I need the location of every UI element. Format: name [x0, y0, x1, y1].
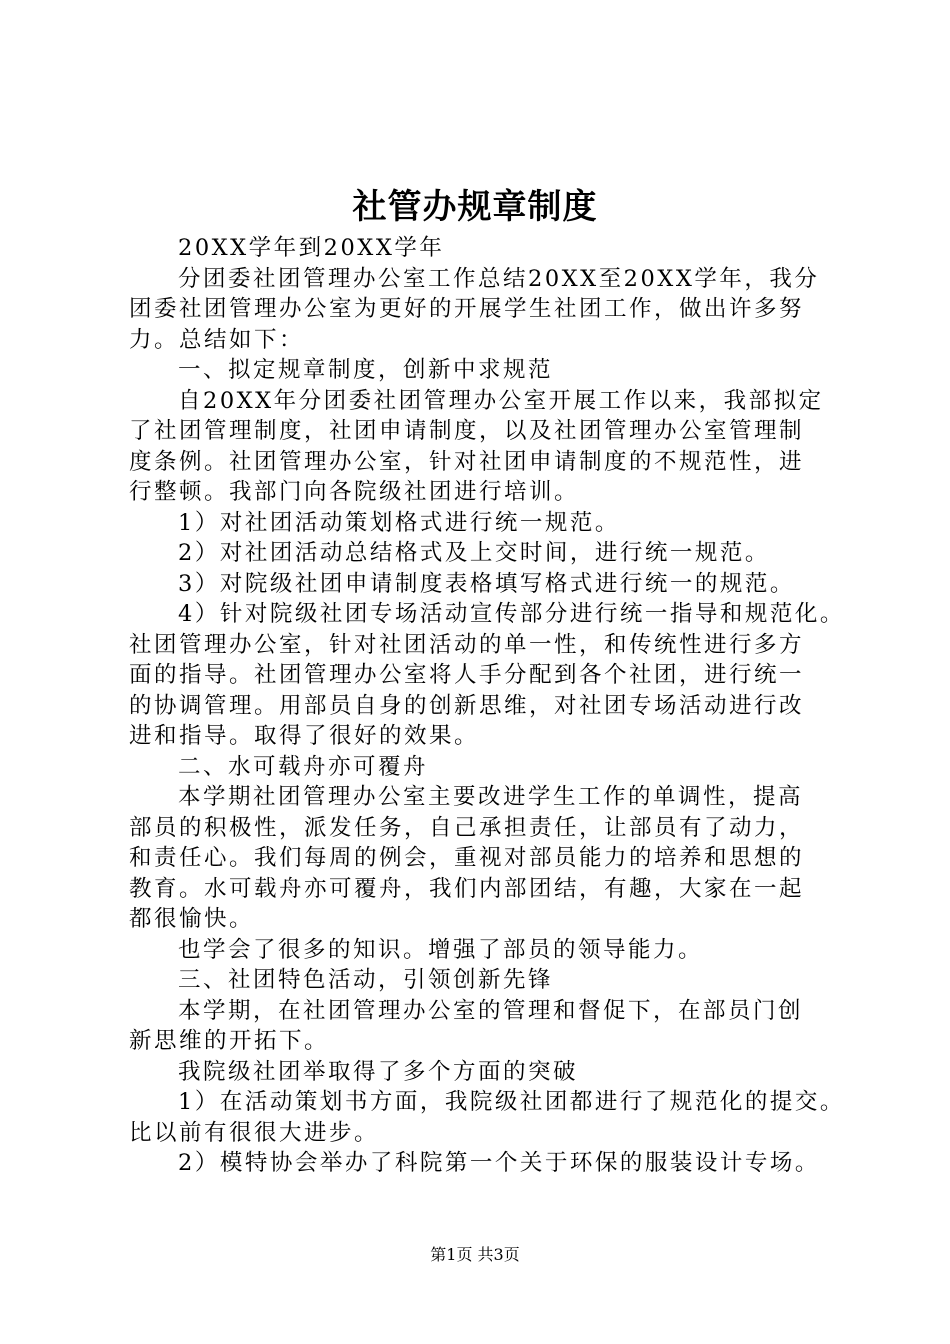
text-line: 也学会了很多的知识。增强了部员的领导能力。: [178, 936, 704, 963]
text-line: 1）在活动策划书方面，我院级社团都进行了规范化的提交。: [178, 1089, 845, 1115]
text-line: 1）对社团活动策划格式进行统一规范。: [178, 509, 620, 536]
text-line: 本学期社团管理办公室主要改进学生工作的单调性，提高: [178, 784, 804, 810]
text-line: 2）对社团活动总结格式及上交时间，进行统一规范。: [178, 540, 770, 566]
text-line: 了社团管理制度，社团申请制度，以及社团管理办公室管理制: [129, 418, 805, 444]
text-line: 20XX学年到20XX学年: [178, 235, 445, 261]
text-line: 面的指导。社团管理办公室将人手分配到各个社团，进行统一: [129, 662, 805, 688]
text-line: 2）模特协会举办了科院第一个关于环保的服装设计专场。: [178, 1150, 820, 1176]
text-line: 新思维的开拓下。: [129, 1028, 330, 1054]
text-line: 行整顿。我部门向各院级社团进行培训。: [129, 479, 580, 505]
text-line: 进和指导。取得了很好的效果。: [129, 723, 480, 749]
text-line: 比以前有很很大进步。: [129, 1119, 380, 1146]
text-line: 三、社团特色活动，引领创新先锋: [178, 967, 554, 993]
text-line: 都很愉快。: [129, 906, 255, 932]
text-line: 我院级社团举取得了多个方面的突破: [178, 1058, 579, 1085]
text-line: 团委社团管理办公室为更好的开展学生社团工作，做出许多努: [129, 296, 805, 322]
document-body: [129, 233, 845, 1179]
text-line: 的协调管理。用部员自身的创新思维，对社团专场活动进行改: [129, 692, 805, 719]
text-line: 二、水可载舟亦可覆舟: [178, 753, 429, 780]
text-line: 一、拟定规章制度，创新中求规范: [178, 357, 554, 383]
document-title: 社管办规章制度: [352, 187, 598, 227]
text-line: 度条例。社团管理办公室，针对社团申请制度的不规范性，进: [129, 448, 805, 475]
page-footer: 第1页 共3页: [430, 1245, 520, 1264]
text-line: 分团委社团管理办公室工作总结20XX至20XX学年，我分: [178, 265, 820, 292]
text-line: 自20XX年分团委社团管理办公室开展工作以来，我部拟定: [178, 387, 824, 414]
text-line: 本学期，在社团管理办公室的管理和督促下，在部员门创: [178, 997, 804, 1024]
text-line: 教育。水可载舟亦可覆舟，我们内部团结，有趣，大家在一起: [129, 875, 805, 902]
text-line: 3）对院级社团申请制度表格填写格式进行统一的规范。: [178, 570, 795, 597]
text-line: 部员的积极性，派发任务，自己承担责任，让部员有了动力，: [129, 814, 805, 841]
text-line: 力。总结如下：: [129, 326, 305, 353]
text-line: 社团管理办公室，针对社团活动的单一性，和传统性进行多方: [129, 631, 805, 658]
text-line: 和责任心。我们每周的例会，重视对部员能力的培养和思想的: [129, 845, 805, 871]
text-line: 4）针对院级社团专场活动宣传部分进行统一指导和规范化。: [178, 601, 845, 627]
